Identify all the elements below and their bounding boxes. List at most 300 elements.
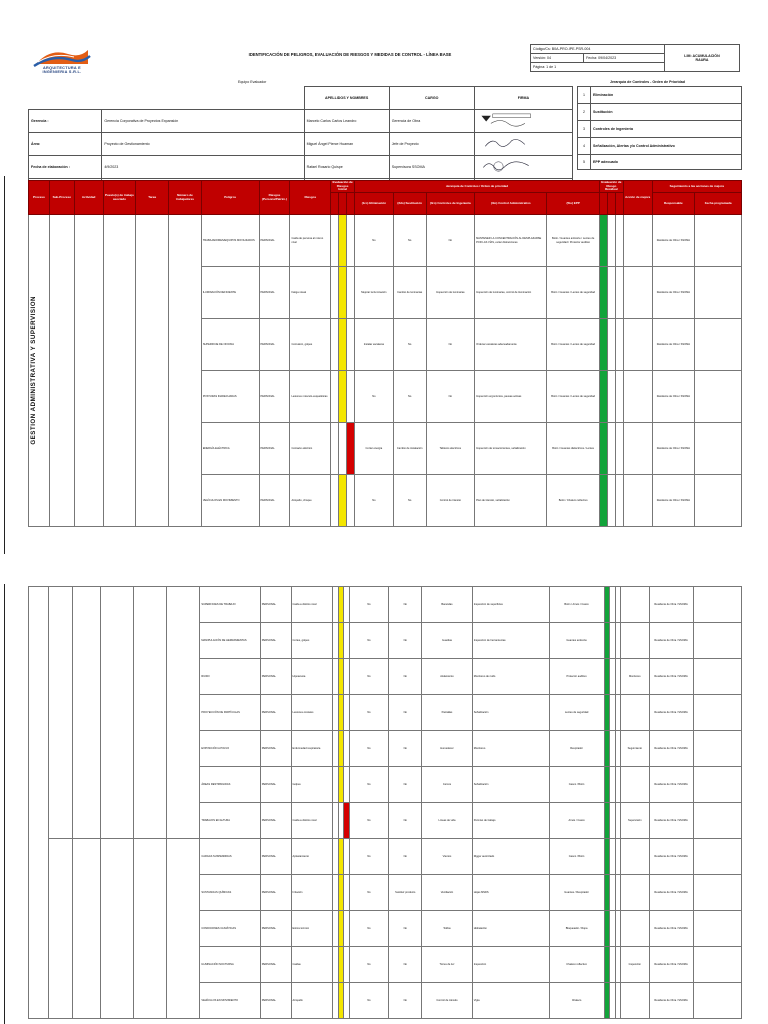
elimination-cell: Cortar energía [355,423,394,475]
substitution-cell: No [389,695,422,731]
date-cell [695,215,742,267]
action-cell: Supervisión [621,803,650,839]
action-cell [621,767,650,803]
responsible-cell: Residente de Obra / SSOMA [652,215,695,267]
initial-level-cell [331,319,339,371]
col-responsable: Responsable [652,193,695,215]
date-cell [695,319,742,371]
process-name: GESTION ADMINISTRATIVA Y SUPERVISION [30,296,37,445]
priority-number: 2 [578,104,591,121]
initial-level-cell [331,423,339,475]
hazard-cell: CONDICIONES CLIMÁTICAS [200,911,260,947]
substitution-cell: No [389,803,422,839]
doc-location: LIM: ACUMULACIÓN RAURA [665,45,740,72]
responsible-cell: Residente de Obra / SSOMA [649,659,693,695]
action-cell [623,475,652,527]
residual-level-cell [615,267,623,319]
residual-level-cell [615,215,623,267]
responsible-cell: Residente de Obra / SSOMA [649,875,693,911]
risk-type-cell: PERSONAL [259,215,290,267]
matrix-body-2 [29,587,742,1019]
col-fecha: Fecha programada [695,193,742,215]
signature [477,135,535,152]
epp-cell: Guantes anticorte [549,623,604,659]
risk-matrix-1 [28,180,742,527]
initial-level-cell [347,371,355,423]
action-cell [621,875,650,911]
risk-type-cell: PERSONAL [260,911,291,947]
elimination-cell: No [349,659,389,695]
residual-level-cell [599,319,607,371]
epp-cell: Botín / Guantes dieléctricos / Lentes [547,423,599,475]
signature [477,158,535,175]
residual-level-cell [615,475,623,527]
code-box [530,44,740,72]
engineering-cell: Vientos [422,839,473,875]
substitution-cell: No [389,911,422,947]
priority-number: 1 [578,87,591,104]
residual-level-cell [599,423,607,475]
engineering-cell: Control de tránsito [426,475,475,527]
epp-cell: Botín / Guantes / Lentes de seguridad [547,267,599,319]
activity-cell [72,839,101,1019]
responsible-cell: Residente de Obra / SSOMA [649,623,693,659]
initial-level-cell [331,267,339,319]
administrative-cell: Plan de tránsito, señalización [475,475,547,527]
residual-level-cell [599,371,607,423]
initial-level-cell [347,423,355,475]
action-cell [621,587,650,623]
responsible-cell: Residente de Obra / SSOMA [649,911,693,947]
responsible-cell: Residente de Obra / SSOMA [649,839,693,875]
initial-level-cell [331,475,339,527]
hazard-cell: TRABAJADORES/EQUIPOS MOVILIZADOS [201,215,259,267]
administrative-cell: Inspección [472,947,549,983]
administrative-cell: Monitoreo [472,731,549,767]
initial-level-cell [347,475,355,527]
hazard-cell: VEHÍCULOS EN MOVIMIENTO [200,983,260,1019]
info-label: Área: [29,133,102,156]
epp-cell: Protector auditivo [549,659,604,695]
substitution-cell: No [393,475,426,527]
administrative-cell: Inspección de luminarias, control de iluminación [475,267,547,319]
elimination-cell: No [349,911,389,947]
residual-level-cell [607,371,615,423]
responsible-cell: Residente de Obra / SSOMA [649,731,693,767]
col-eval-inicial: Evaluación de Riesgos Inicial [332,180,353,192]
responsible-cell: Residente de Obra / SSOMA [649,983,693,1019]
risk-cell: Golpes [291,767,333,803]
risk-cell: Estrés térmico [291,911,333,947]
col-ingenieria: (3ro) Controles de Ingeniería [426,193,475,215]
residual-level-cell [615,423,623,475]
elimination-cell: No [355,215,394,267]
residual-level-cell [615,319,623,371]
risk-type-cell: PERSONAL [259,475,290,527]
logo-line1: ARQUITECTURA E [42,66,82,70]
engineering-cell: Cercos [422,767,473,803]
elimination-cell: No [355,475,394,527]
hazard-cell: VEHÍCULOS EN MOVIMIENTO [201,475,259,527]
initial-level-cell [339,319,347,371]
administrative-cell: Vigía [472,983,549,1019]
epp-cell: Botín / Chaleco reflectivo [547,475,599,527]
task-cell [134,839,167,1019]
date-cell [693,767,742,803]
responsible-cell: Residente de Obra / SSOMA [649,767,693,803]
action-cell [623,371,652,423]
elimination-cell: No [349,875,389,911]
col-sustitucion: (2do) Sustitución [393,193,426,215]
col-eval-residual: Evaluación de Riesgo Residual [601,180,622,192]
position-cell [103,215,136,527]
col-numero: Número de trabajadores [169,181,202,215]
team-role: Gerencia de Obra [389,110,474,133]
epp-cell: Lentes de seguridad [549,695,604,731]
priority-label: Señalización, Alertas y/o Control Administrativo [591,138,742,155]
doc-code: Código/Cs: B0A-PRO-IPE-PSR-004 [531,45,665,54]
elimination-cell: No [349,767,389,803]
responsible-cell: Residente de Obra / SSOMA [649,587,693,623]
residual-level-cell [599,475,607,527]
residual-level-cell [599,267,607,319]
risk-cell: Lesiones oculares [291,695,333,731]
activity-cell [72,587,101,839]
risk-type-cell: PERSONAL [260,587,291,623]
hazard-cell: RUIDO [200,659,260,695]
elimination-cell: No [349,803,389,839]
col-epp: (5to) EPP [547,193,599,215]
epp-cell: Botín / Guantes / Lentes de seguridad [547,319,599,371]
responsible-cell: Residente de Obra / SSOMA [652,423,695,475]
date-cell [693,803,742,839]
action-cell [621,839,650,875]
risk-type-cell: PERSONAL [260,839,291,875]
residual-level-cell [607,423,615,475]
epp-cell: Chaleco [549,983,604,1019]
date-cell [695,267,742,319]
responsible-cell: Residente de Obra / SSOMA [652,267,695,319]
elimination-cell: Mejorar la iluminación [355,267,394,319]
date-cell [693,875,742,911]
date-cell [693,587,742,623]
doc-page: Página: 1 de 1 [531,63,665,72]
elimination-cell: No [349,731,389,767]
residual-level-cell [615,371,623,423]
hazard-cell: SUPERFICIES DE TRABAJO [200,587,260,623]
responsible-cell: Residente de Obra / SSOMA [652,475,695,527]
risk-cell: Contusión, golpes [290,319,331,371]
date-cell [693,695,742,731]
initial-level-cell [347,319,355,371]
risk-type-cell: PERSONAL [260,947,291,983]
risk-cell: Caída a distinto nivel [291,803,333,839]
signature-cell [474,110,572,133]
epp-cell: Botín / Arnés / Casco [549,587,604,623]
action-cell [621,623,650,659]
action-cell [621,911,650,947]
substitution-cell: No [389,767,422,803]
logo-line2: INGENIERIA S.R.L. [42,70,82,74]
priority-number: 3 [578,121,591,138]
risk-cell: Atropello [291,983,333,1019]
engineering-cell: Guardas [422,623,473,659]
administrative-cell: Hidratación [472,911,549,947]
team-role: Jefe de Proyecto [389,133,474,156]
risk-type-cell: PERSONAL [260,875,291,911]
risk-type-cell: PERSONAL [260,695,291,731]
risk-type-cell: PERSONAL [260,623,291,659]
epp-cell: Botín / Guantes / Lentes de seguridad [547,371,599,423]
priority-label: EPP adecuado [591,155,742,170]
logo-text [28,66,96,74]
process-cell [29,587,49,1019]
engineering-cell: Torres de luz [422,947,473,983]
residual-level-cell [607,475,615,527]
responsible-cell: Residente de Obra / SSOMA [652,371,695,423]
responsible-cell: Residente de Obra / SSOMA [649,803,693,839]
risk-cell: Cortes, golpes [291,623,333,659]
risk-matrix-2 [28,586,742,1019]
date-cell [693,983,742,1019]
risk-cell: Irritación [291,875,333,911]
engineering-cell: Inspección de luminarias [426,267,475,319]
workers-cell [167,587,200,839]
hazard-cell: SUPERFICIE DE OFICINA [201,319,259,371]
task-cell [134,587,167,839]
team-name: Rafael Rosario Quispe [304,156,389,179]
risk-cell: Caída de persona al mismo nivel [290,215,331,267]
team-name: Marcelo Carlos Carlos Leandro [304,110,389,133]
col-names: APELLIDOS Y NOMBRES [304,87,389,110]
substitution-cell: No [389,659,422,695]
substitution-cell: No [389,983,422,1019]
initial-level-cell [339,475,347,527]
initial-level-cell [347,267,355,319]
position-cell [101,587,134,839]
risk-cell: Enfermedad respiratoria [291,731,333,767]
elimination-cell: No [349,839,389,875]
risk-type-cell: PERSONAL [260,659,291,695]
administrative-cell: Señalización [472,695,549,731]
risk-type-cell: PERSONAL [260,983,291,1019]
initial-level-cell [331,371,339,423]
hazard-cell: SUSTANCIAS QUÍMICAS [200,875,260,911]
hazard-cell: ILUMINACIÓN NOCTURNA [200,947,260,983]
responsible-cell: Residente de Obra / SSOMA [649,695,693,731]
action-cell [621,695,650,731]
risk-cell: Lesiones músculo-esqueléticas [290,371,331,423]
administrative-cell: MANTENER LA CONCENTRACIÓN AL DESPLAZARSE POR LAS VÍAS, evitar distracciones [475,215,547,267]
risk-type-cell: PERSONAL [259,267,290,319]
engineering-cell: Toldos [422,911,473,947]
action-cell [623,319,652,371]
elimination-cell: No [349,983,389,1019]
administrative-cell: Señalización [472,767,549,803]
engineering-cell: Humedecer [422,731,473,767]
date-cell [695,475,742,527]
company-stamp-signature [477,112,535,129]
signature-cell [474,133,572,156]
risk-type-cell: PERSONAL [259,371,290,423]
info-label: Gerencia : [29,110,102,133]
elimination-cell: No [349,695,389,731]
col-subproceso: Sub-Proceso [49,181,74,215]
engineering-cell: No [426,215,475,267]
risk-type-cell: PERSONAL [259,423,290,475]
col-tarea: Tarea [136,181,169,215]
team-name: Miguel Ángel Pierce Huaman [304,133,389,156]
risk-cell: Caídas [291,947,333,983]
risk-cell: Caída a distinto nivel [291,587,333,623]
date-cell [695,423,742,475]
date-cell [693,911,742,947]
task-cell [136,215,169,527]
info-value: Gerencia Corporativa de Proyectos Expansión [102,110,304,133]
info-label: Fecha de elaboración : [29,156,102,179]
col-administrativo: (4to) Control Administrativo [475,193,547,215]
hazard-cell: PROYECCIÓN DE PARTÍCULAS [200,695,260,731]
margin-line [4,584,5,1024]
table-row [29,587,742,623]
matrix-body-1 [29,215,742,527]
hazard-cell: POSTURAS INADECUADAS [201,371,259,423]
col-proceso: Proceso [29,181,50,215]
substitution-cell: No [393,371,426,423]
date-cell [693,659,742,695]
workers-cell [167,839,200,1019]
administrative-cell: Monitoreo de ruido [472,659,549,695]
workers-cell [169,215,202,527]
epp-cell: Guantes / Respirador [549,875,604,911]
action-cell [623,215,652,267]
col-riesgo: Riesgos [290,181,331,215]
col-jerarquia: Jerarquía de Controles / Orden de prioridad [355,181,600,193]
responsible-cell: Residente de Obra / SSOMA [652,319,695,371]
action-cell: Monitoreo [621,659,650,695]
hazard-cell: CARGAS SUSPENDIDAS [200,839,260,875]
priority-title: Jerarquía de Controles - Orden de Prioridad [610,80,685,84]
engineering-cell: No [426,319,475,371]
col-accion: Acción de mejora [623,181,652,215]
document-title: IDENTIFICACIÓN DE PELIGROS, EVALUACIÓN DE RIESGOS Y MEDIDAS DE CONTROL - LÍNEA BASE [248,52,452,57]
engineering-cell: Ventilación [422,875,473,911]
action-cell [623,267,652,319]
info-value: 4/9/2023 [102,156,304,179]
epp-cell: Casco / Botín [549,767,604,803]
date-cell [693,947,742,983]
administrative-cell: Inspección de herramientas [472,623,549,659]
action-cell: Inspección [621,947,650,983]
substitution-cell: No [389,839,422,875]
process-cell [29,215,50,527]
priority-number: 5 [578,155,591,170]
subprocess-cell [48,587,72,839]
priority-label: Sustitución [591,104,742,121]
substitution-cell: Cambio de luminarias [393,267,426,319]
risk-type-cell: PERSONAL [260,731,291,767]
elimination-cell: No [349,947,389,983]
epp-cell: Respirador [549,731,604,767]
subprocess-cell [48,839,72,1019]
administrative-cell: Inspección de tomacorrientes, señalización [475,423,547,475]
margin-line [4,176,5,554]
residual-level-cell [607,215,615,267]
substitution-cell: Sustituir producto [389,875,422,911]
hazard-cell: MANIPULACIÓN DE HERRAMIENTAS [200,623,260,659]
engineering-cell: Aislamiento [422,659,473,695]
activity-cell [74,215,103,527]
elimination-cell: No [349,587,389,623]
col-seguimiento: Seguimiento a las acciones de mejora [652,181,741,193]
engineering-cell: Control de tránsito [422,983,473,1019]
table-row [29,215,742,267]
epp-cell: Arnés / Casco [549,803,604,839]
engineering-cell: No [426,371,475,423]
hazard-cell: ILUMINACIÓN DEFICIENTE [201,267,259,319]
hazard-cell: ENERGÍA ELÉCTRICA [201,423,259,475]
col-role: CARGO [389,87,474,110]
date-cell [693,731,742,767]
col-peligro: Peligros [201,181,259,215]
elimination-cell: Instalar escaleras [355,319,394,371]
position-cell [101,839,134,1019]
priority-label: Eliminación [591,87,742,104]
administrative-cell: Permiso de trabajo [472,803,549,839]
epp-cell: Bloqueador / Ropa [549,911,604,947]
responsible-cell: Residente de Obra / SSOMA [649,947,693,983]
risk-cell: Contacto eléctrico [290,423,331,475]
substitution-cell: No [389,731,422,767]
action-cell [621,983,650,1019]
initial-level-cell [339,267,347,319]
risk-cell: Aplastamiento [291,839,333,875]
col-sign: FIRMA [474,87,572,110]
doc-version: Versión: 04 [531,54,584,63]
initial-level-cell [339,423,347,475]
risk-cell: Hipoacusia [291,659,333,695]
table-row [29,839,742,875]
substitution-cell: Cambio de instalación [393,423,426,475]
substitution-cell: No [389,623,422,659]
hazard-cell: ÁREAS RESTRINGIDAS [200,767,260,803]
initial-level-cell [331,215,339,267]
date-cell [693,839,742,875]
doc-date: Fecha: 09/04/2023 [584,54,665,63]
priority-label: Controles de Ingeniería [591,121,742,138]
info-value: Proyecto de Gestionamiento [102,133,304,156]
residual-level-cell [607,267,615,319]
subprocess-cell [49,215,74,527]
elimination-cell: No [355,371,394,423]
risk-type-cell: PERSONAL [259,319,290,371]
hazard-cell: EXPOSICIÓN A POLVO [200,731,260,767]
priority-table [577,86,742,170]
signature-cell [474,156,572,179]
substitution-cell: No [393,215,426,267]
administrative-cell: Inspección de superficies [472,587,549,623]
risk-cell: Atropello, choque [290,475,331,527]
action-cell [623,423,652,475]
engineering-cell: Tableros eléctricos [426,423,475,475]
risk-type-cell: PERSONAL [260,803,291,839]
substitution-cell: No [389,587,422,623]
administrative-cell: Ordenar escaleras adecuadamente [475,319,547,371]
date-cell [693,623,742,659]
priority-number: 4 [578,138,591,155]
elimination-cell: No [349,623,389,659]
risk-cell: Fatiga visual [290,267,331,319]
